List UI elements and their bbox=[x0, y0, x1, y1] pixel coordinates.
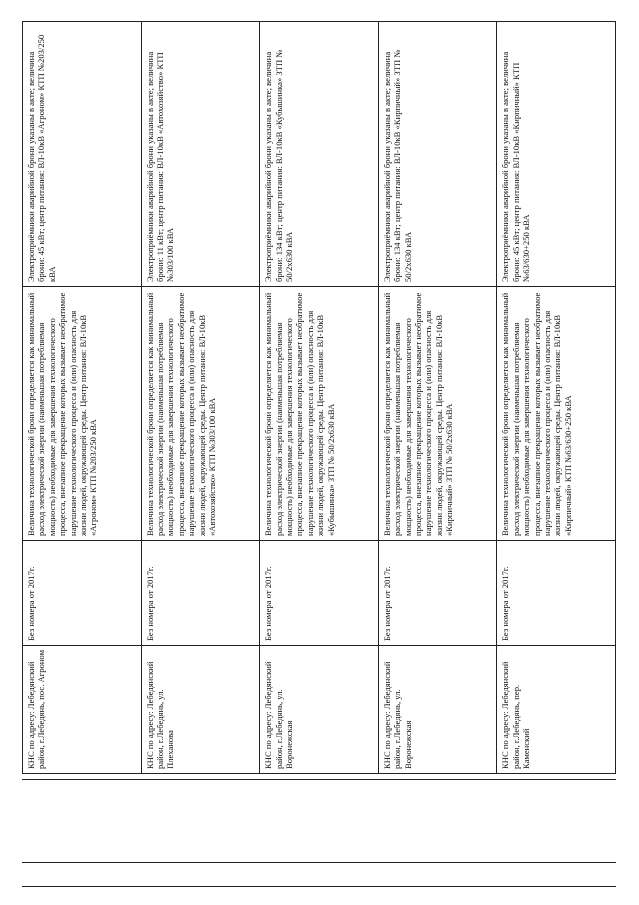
reservation-table bbox=[22, 21, 616, 774]
technological-reserve-cell: Величина технологической брони определяется как минимальный расход электрической энергии (наименьшая потребляемая мощность) необходимые для завершения технологического процесса, внезапное прекращение которых вызывает необратимое нарушение технологического процесса и (или) опасность для жизни людей, окружающей среды. Центр питания: ВЛ-10кВ «Автохозяйство» КТП №303/100 кВА bbox=[141, 287, 260, 541]
object-cell: КНС по адресу: Лебедянский район, г.Лебедянь, ул. Плеханова bbox=[141, 646, 260, 774]
object-cell: КНС по адресу: Лебедянский район, г.Лебедянь, пер. Каменский bbox=[497, 646, 616, 774]
table-row bbox=[378, 22, 497, 774]
technological-reserve-cell: Величина технологической брони определяется как минимальный расход электрической энергии (наименьшая потребляемая мощность) необходимые для завершения технологического процесса, внезапное прекращение которых вызывает необратимое нарушение технологического процесса и (или) опасность для жизни людей, окружающей среды. Центр питания: ВЛ-10кВ «Кирпичный» ЗТП № 50/2х630 кВА bbox=[378, 287, 497, 541]
table-row bbox=[141, 22, 260, 774]
emergency-reserve-cell: Электроприёмники аварийной брони указаны в акте; величина брони: 134 кВт; центр питания: ВЛ-10кВ «Кубышинка» ЗТП № 50/2х630 кВА bbox=[260, 22, 379, 287]
rotated-page bbox=[22, 22, 616, 774]
object-cell: КНС по адресу: Лебедянский район, г.Лебедянь, ул. Воронежская bbox=[378, 646, 497, 774]
table-row bbox=[23, 22, 142, 774]
act-date-cell: Без номера от 2017г. bbox=[141, 541, 260, 646]
object-cell: КНС по адресу: Лебедянский район, г.Лебедянь, ул. Воронежская bbox=[260, 646, 379, 774]
technological-reserve-cell: Величина технологической брони определяется как минимальный расход электрической энергии (наименьшая потребляемая мощность) необходимые для завершения технологического процесса, внезапное прекращение которых вызывает необратимое нарушение технологического процесса и (или) опасность для жизни людей, окружающей среды. Центр питания: ВЛ-10кВ «Кирпичный» КТП №63/630+250 кВА bbox=[497, 287, 616, 541]
emergency-reserve-cell: Электроприёмники аварийной брони указаны в акте; величина брони: 45 кВт; центр питания: ВЛ-10кВ «Кирпичный» КТП №63/630+250 кВА bbox=[497, 22, 616, 287]
horizontal-rule-3 bbox=[22, 886, 616, 887]
emergency-reserve-cell: Электроприёмники аварийной брони указаны в акте; величина брони: 45 кВт; центр питания: ВЛ-10кВ «Агроном» КТП №203/250 кВА bbox=[23, 22, 142, 287]
table-row bbox=[260, 22, 379, 774]
object-cell: КНС по адресу: Лебедянский район, г.Лебедянь, пос. Агроном bbox=[23, 646, 142, 774]
act-date-cell: Без номера от 2017г. bbox=[497, 541, 616, 646]
act-date-cell: Без номера от 2017г. bbox=[378, 541, 497, 646]
emergency-reserve-cell: Электроприёмники аварийной брони указаны в акте; величина брони: 11 кВт; центр питания: ВЛ-10кВ «Автохозяйство» КТП №303/100 кВА bbox=[141, 22, 260, 287]
emergency-reserve-cell: Электроприёмники аварийной брони указаны в акте; величина брони: 134 кВт; центр питания: ВЛ-10кВ «Кирпичный» ЗТП № 50/2х630 кВА bbox=[378, 22, 497, 287]
act-date-cell: Без номера от 2017г. bbox=[260, 541, 379, 646]
technological-reserve-cell: Величина технологической брони определяется как минимальный расход электрической энергии (наименьшая потребляемая мощность) необходимые для завершения технологического процесса, внезапное прекращение которых вызывает необратимое нарушение технологического процесса и (или) опасность для жизни людей, окружающей среды. Центр питания: ВЛ-10кВ «Агроном» КТП №203/250 кВА bbox=[23, 287, 142, 541]
table-row bbox=[497, 22, 616, 774]
act-date-cell: Без номера от 2017г. bbox=[23, 541, 142, 646]
horizontal-rule-2 bbox=[22, 862, 616, 863]
technological-reserve-cell: Величина технологической брони определяется как минимальный расход электрической энергии (наименьшая потребляемая мощность) необходимые для завершения технологического процесса, внезапное прекращение которых вызывает необратимое нарушение технологического процесса и (или) опасность для жизни людей, окружающей среды. Центр питания: ВЛ-10кВ «Кубышинка» ЗТП № 50/2х630 кВА bbox=[260, 287, 379, 541]
horizontal-rule-1 bbox=[22, 779, 616, 780]
